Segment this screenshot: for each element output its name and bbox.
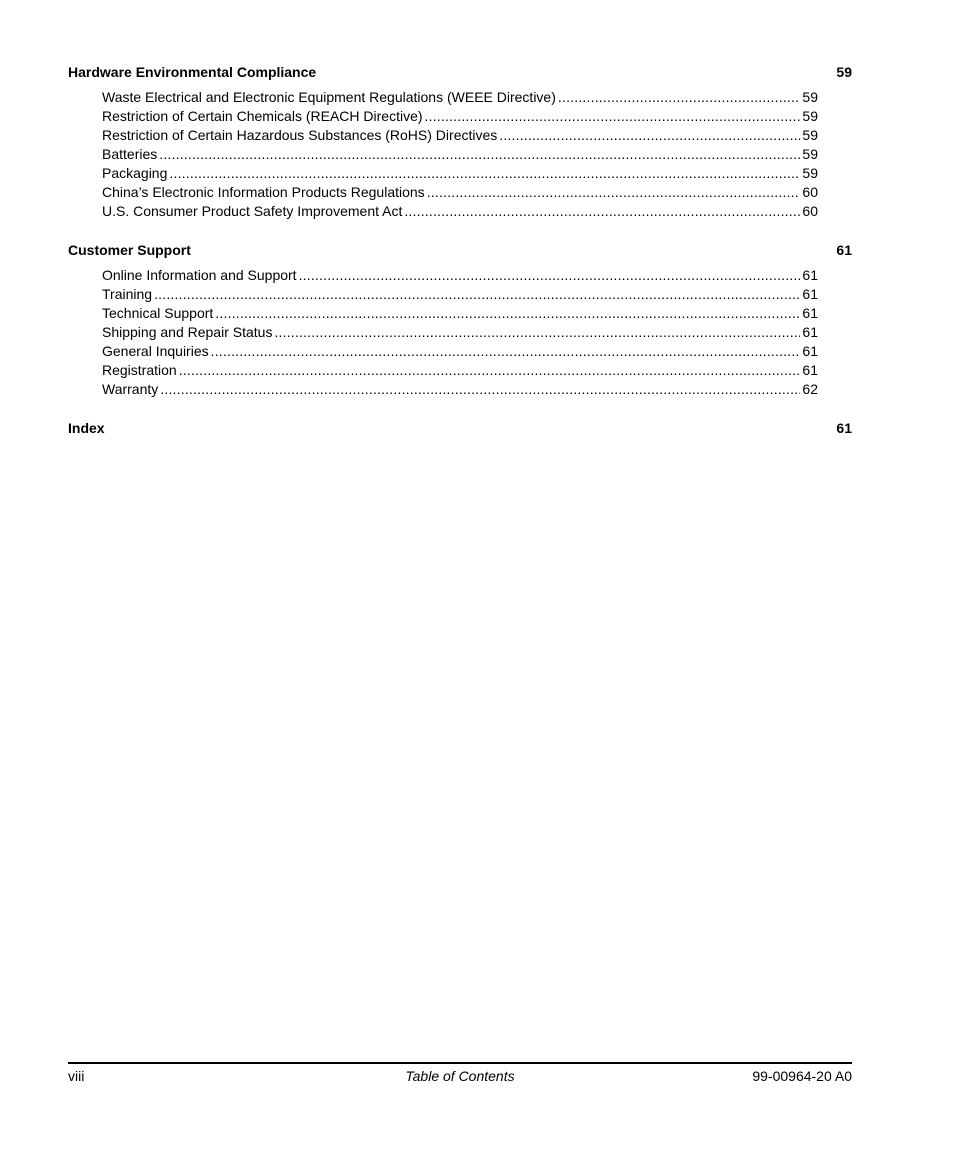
entry-page: 61 xyxy=(802,343,818,359)
entry-page: 62 xyxy=(802,381,818,397)
toc-section-heading[interactable] xyxy=(68,418,852,439)
toc-section-index xyxy=(68,418,852,439)
dot-leader xyxy=(215,304,800,323)
entry-title: General Inquiries xyxy=(102,343,209,359)
entry-title: Waste Electrical and Electronic Equipment Regulations (WEEE Directive) xyxy=(102,89,556,105)
dot-leader xyxy=(211,342,801,361)
entry-page: 59 xyxy=(802,146,818,162)
entry-title: Restriction of Certain Hazardous Substances (RoHS) Directives xyxy=(102,127,498,143)
entry-page: 61 xyxy=(802,267,818,283)
dot-leader xyxy=(159,145,800,164)
entry-page: 60 xyxy=(802,203,818,219)
entry-page: 59 xyxy=(802,165,818,181)
dot-leader xyxy=(499,126,800,145)
entry-page: 60 xyxy=(802,184,818,200)
entry-title: Technical Support xyxy=(102,305,214,321)
toc-entry-rohs[interactable] xyxy=(102,126,818,145)
toc-entry-reach[interactable] xyxy=(102,107,818,126)
entry-title: Restriction of Certain Chemicals (REACH Directive) xyxy=(102,108,423,124)
dot-leader xyxy=(169,164,800,183)
entry-title: Training xyxy=(102,286,153,302)
entry-page: 61 xyxy=(802,286,818,302)
entry-title: Packaging xyxy=(102,165,168,181)
entry-page: 61 xyxy=(802,324,818,340)
dot-leader xyxy=(160,380,800,399)
toc-entry-cpsia[interactable] xyxy=(102,202,818,221)
toc-entry-packaging[interactable] xyxy=(102,164,818,183)
footer-title: Table of Contents xyxy=(405,1068,515,1084)
entry-page: 59 xyxy=(802,89,818,105)
footer-doc-id: 99-00964-20 A0 xyxy=(752,1068,852,1084)
entry-page: 61 xyxy=(802,362,818,378)
section-title: Index xyxy=(68,420,105,436)
dot-leader xyxy=(154,285,800,304)
toc-entry-china-eip[interactable] xyxy=(102,183,818,202)
section-page: 61 xyxy=(836,420,852,436)
page-footer xyxy=(68,1062,852,1085)
toc-section-heading[interactable] xyxy=(68,62,852,83)
section-page: 61 xyxy=(836,242,852,258)
entry-page: 59 xyxy=(802,108,818,124)
section-title: Hardware Environmental Compliance xyxy=(68,64,317,80)
entry-page: 59 xyxy=(802,127,818,143)
entry-title: Online Information and Support xyxy=(102,267,297,283)
toc-entry-weee[interactable] xyxy=(102,88,818,107)
table-of-contents xyxy=(68,62,852,458)
section-title: Customer Support xyxy=(68,242,191,258)
entry-title: Batteries xyxy=(102,146,158,162)
toc-section-customer-support xyxy=(68,240,852,399)
toc-entry-online-information[interactable] xyxy=(102,266,818,285)
footer-page-number: viii xyxy=(68,1068,85,1084)
dot-leader xyxy=(274,323,800,342)
toc-entry-batteries[interactable] xyxy=(102,145,818,164)
dot-leader xyxy=(558,88,801,107)
dot-leader xyxy=(179,361,801,380)
entry-title: China’s Electronic Information Products Regulations xyxy=(102,184,425,200)
dot-leader xyxy=(427,183,801,202)
entry-title: Shipping and Repair Status xyxy=(102,324,273,340)
toc-section-hardware-environmental-compliance xyxy=(68,62,852,221)
entry-title: Warranty xyxy=(102,381,159,397)
toc-entry-general-inquiries[interactable] xyxy=(102,342,818,361)
toc-entry-training[interactable] xyxy=(102,285,818,304)
toc-entry-shipping-repair[interactable] xyxy=(102,323,818,342)
entry-title: U.S. Consumer Product Safety Improvement Act xyxy=(102,203,403,219)
dot-leader xyxy=(404,202,800,221)
dot-leader xyxy=(425,107,801,126)
toc-entry-technical-support[interactable] xyxy=(102,304,818,323)
toc-entry-registration[interactable] xyxy=(102,361,818,380)
section-page: 59 xyxy=(836,64,852,80)
toc-entry-warranty[interactable] xyxy=(102,380,818,399)
toc-section-heading[interactable] xyxy=(68,240,852,261)
dot-leader xyxy=(299,266,801,285)
entry-title: Registration xyxy=(102,362,177,378)
entry-page: 61 xyxy=(802,305,818,321)
